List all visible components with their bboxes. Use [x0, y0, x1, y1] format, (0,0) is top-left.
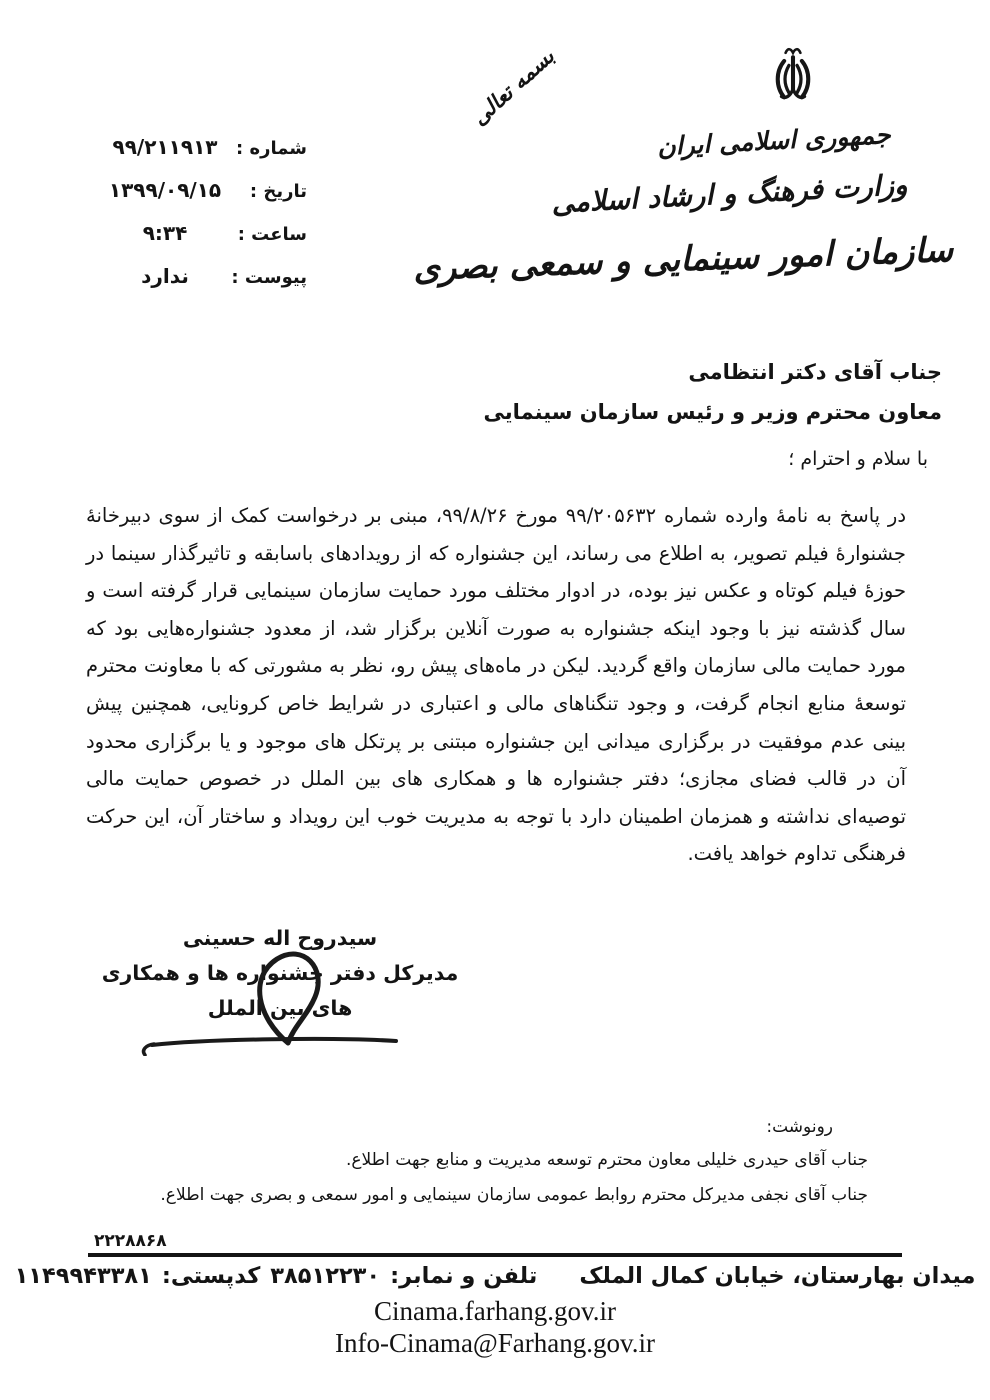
salutation: با سلام و احترام ؛: [788, 448, 928, 470]
meta-row-attachment: [95, 264, 307, 290]
bismillah-calligraphy: بسمه تعالی: [467, 44, 559, 130]
signatory-title: مدیرکل دفتر جشنواره ها و همکاری های بین الملل: [101, 961, 459, 1020]
footer-ref-number: ۲۲۲۸۸۶۸: [94, 1231, 167, 1251]
meta-row-number: [95, 135, 307, 161]
time-value: ۹:۳۴: [142, 221, 188, 245]
recipient-name: جناب آقای دکتر انتظامی: [688, 360, 942, 384]
recipient-block: [484, 352, 942, 432]
footer-website: Cinama.farhang.gov.ir: [374, 1296, 616, 1326]
meta-row-time: [95, 221, 307, 247]
phone-label: تلفن و نمابر:: [390, 1263, 538, 1289]
cc-item: جناب آقای حیدری خلیلی معاون محترم توسعه مدیریت و منابع جهت اطلاع.: [345, 1150, 868, 1170]
footer-contact: [15, 1263, 538, 1289]
postal-label: کدپستی:: [161, 1263, 261, 1289]
cc-item: جناب آقای نجفی مدیرکل محترم روابط عمومی سازمان سینمایی و امور سمعی و بصری جهت اطلاع.: [160, 1185, 868, 1205]
letter-body-paragraph: در پاسخ به نامهٔ وارده شماره ۹۹/۲۰۵۶۳۲ مورخ ۹۹/۸/۲۶، مبنی بر درخواست کمک از سوی دبیرخانهٔ جشنوارهٔ فیلم تصویر، به اطلاع می رساند، این جشنواره که از رویدادهای باسابقه و تاثیرگذار سینما در حوزهٔ فیلم کوتاه و عکس نیز بوده، در ادوار مختلف مورد حمایت سازمان سینمایی قرار گرفته است و سال گذشته نیز با وجود اینکه جشنواره به صورت آنلاین برگزار شد، از معدود جشنواره‌هایی بود که مورد حمایت مالی سازمان واقع گردید. لیکن در ماه‌های پیش رو، نظر به مشورتی که با معاونت محترم توسعهٔ منابع انجام گرفت، و وجود تنگناهای مالی و اعتباری در شرایط خاص کرونایی، همچنین پیش بینی عدم موفقیت در برگزاری میدانی این جشنواره مبتنی بر پرتکل های موجود و یا برگزاری محدود آن در قالب فضای مجازی؛ دفتر جشنواره ها و همکاری های بین الملل در خصوص حمایت مالی توصیه‌ای نداشته و همزمان اطمینان دارد با توجه به مدیریت خوب این رویداد و ساختار آن، این حرکت فرهنگی تداوم خواهد یافت.: [86, 504, 906, 866]
phone-value: ۳۸۵۱۲۲۳۰: [270, 1263, 381, 1289]
signatory-name: سیدروح اله حسینی: [182, 926, 378, 950]
date-label: تاریخ :: [249, 181, 307, 202]
letterhead-country: جمهوری اسلامی ایران: [656, 120, 891, 162]
footer-address: میدان بهارستان، خیابان کمال الملک: [579, 1263, 976, 1289]
postal-value: ۱۱۴۹۹۴۳۳۸۱: [14, 1263, 152, 1289]
attachment-value: ندارد: [141, 264, 189, 288]
recipient-title: معاون محترم وزیر و رئیس سازمان سینمایی: [483, 400, 942, 424]
letterhead-organization: سازمان امور سینمایی و سمعی بصری: [412, 230, 954, 289]
footer-divider: [88, 1253, 902, 1257]
footer-address-line: [0, 1263, 990, 1289]
meta-row-date: [95, 178, 307, 204]
number-value: ۹۹/۲۱۱۹۱۳: [112, 135, 218, 159]
number-label: شماره :: [236, 138, 307, 159]
letter-meta-block: [95, 135, 307, 307]
iran-national-emblem-icon: [756, 44, 830, 112]
handwritten-signature-icon: [138, 946, 404, 1056]
attachment-label: پیوست :: [231, 267, 307, 288]
date-value: ۱۳۹۹/۰۹/۱۵: [108, 178, 222, 202]
time-label: ساعت :: [237, 224, 307, 245]
letterhead-ministry: وزارت فرهنگ و ارشاد اسلامی: [550, 168, 908, 220]
cc-label: رونوشت:: [766, 1117, 833, 1137]
footer-email: Info-Cinama@Farhang.gov.ir: [334, 1328, 656, 1358]
